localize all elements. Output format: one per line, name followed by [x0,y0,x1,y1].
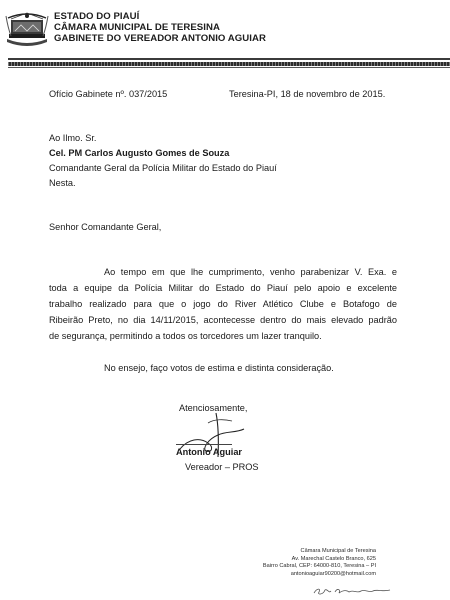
body-line: trabalho realizado para que o jogo do River Atlético Clube e Botafogo de [49,299,397,309]
footer-line: antonioaguiar90200@hotmail.com [290,570,376,577]
addressee-location: Nesta. [49,178,76,188]
handwritten-initials [313,586,391,596]
closing-paragraph: No ensejo, faço votos de estima e distinta consideração. [104,363,334,373]
letter-date: Teresina-PI, 18 de novembro de 2015. [229,89,386,99]
footer-line: Bairro Cabral, CEP: 64000-810, Teresina – PI [262,563,376,570]
header-band [0,62,450,66]
signature-line [176,444,232,445]
signatory-role: Vereador – PROS [185,462,259,472]
addressee-salutation: Ao Ilmo. Sr. [49,133,97,143]
header-rule-thin [0,67,450,68]
coat-of-arms-icon [5,6,49,48]
letterhead-office: GABINETE DO VEREADOR ANTONIO AGUIAR [54,33,266,45]
body-line: de segurança, permitindo a todos os torcedores um lazer tranquilo. [49,331,322,341]
reference-number: Ofício Gabinete nº. 037/2015 [49,89,168,99]
header-rule [0,58,450,60]
addressee-name: Cel. PM Carlos Augusto Gomes de Souza [49,148,230,158]
footer-line: Av. Marechal Castelo Branco, 625 [291,555,376,562]
footer-address [263,548,376,578]
body-line: toda a equipe da Polícia Militar do Estado do Piauí pelo apoio e excelente [49,283,397,293]
body-line: Ao tempo em que lhe cumprimento, venho parabenizar V. Exa. e [104,267,397,277]
greeting: Senhor Comandante Geral, [49,222,162,232]
letterhead [54,11,266,45]
letterhead-state: ESTADO DO PIAUÍ [54,11,140,22]
signatory-name: Antonio Aguiar [176,447,243,457]
body-line: Ribeirão Preto, no dia 14/11/2015, acontecesse dentro do mais elevado padrão [49,315,397,325]
footer-line: Câmara Municipal de Teresina [300,548,376,554]
band-edge [0,57,8,69]
closing: Atenciosamente, [179,403,248,413]
addressee-title: Comandante Geral da Polícia Militar do Estado do Piauí [49,163,277,173]
letterhead-chamber: CÂMARA MUNICIPAL DE TERESINA [54,22,220,34]
